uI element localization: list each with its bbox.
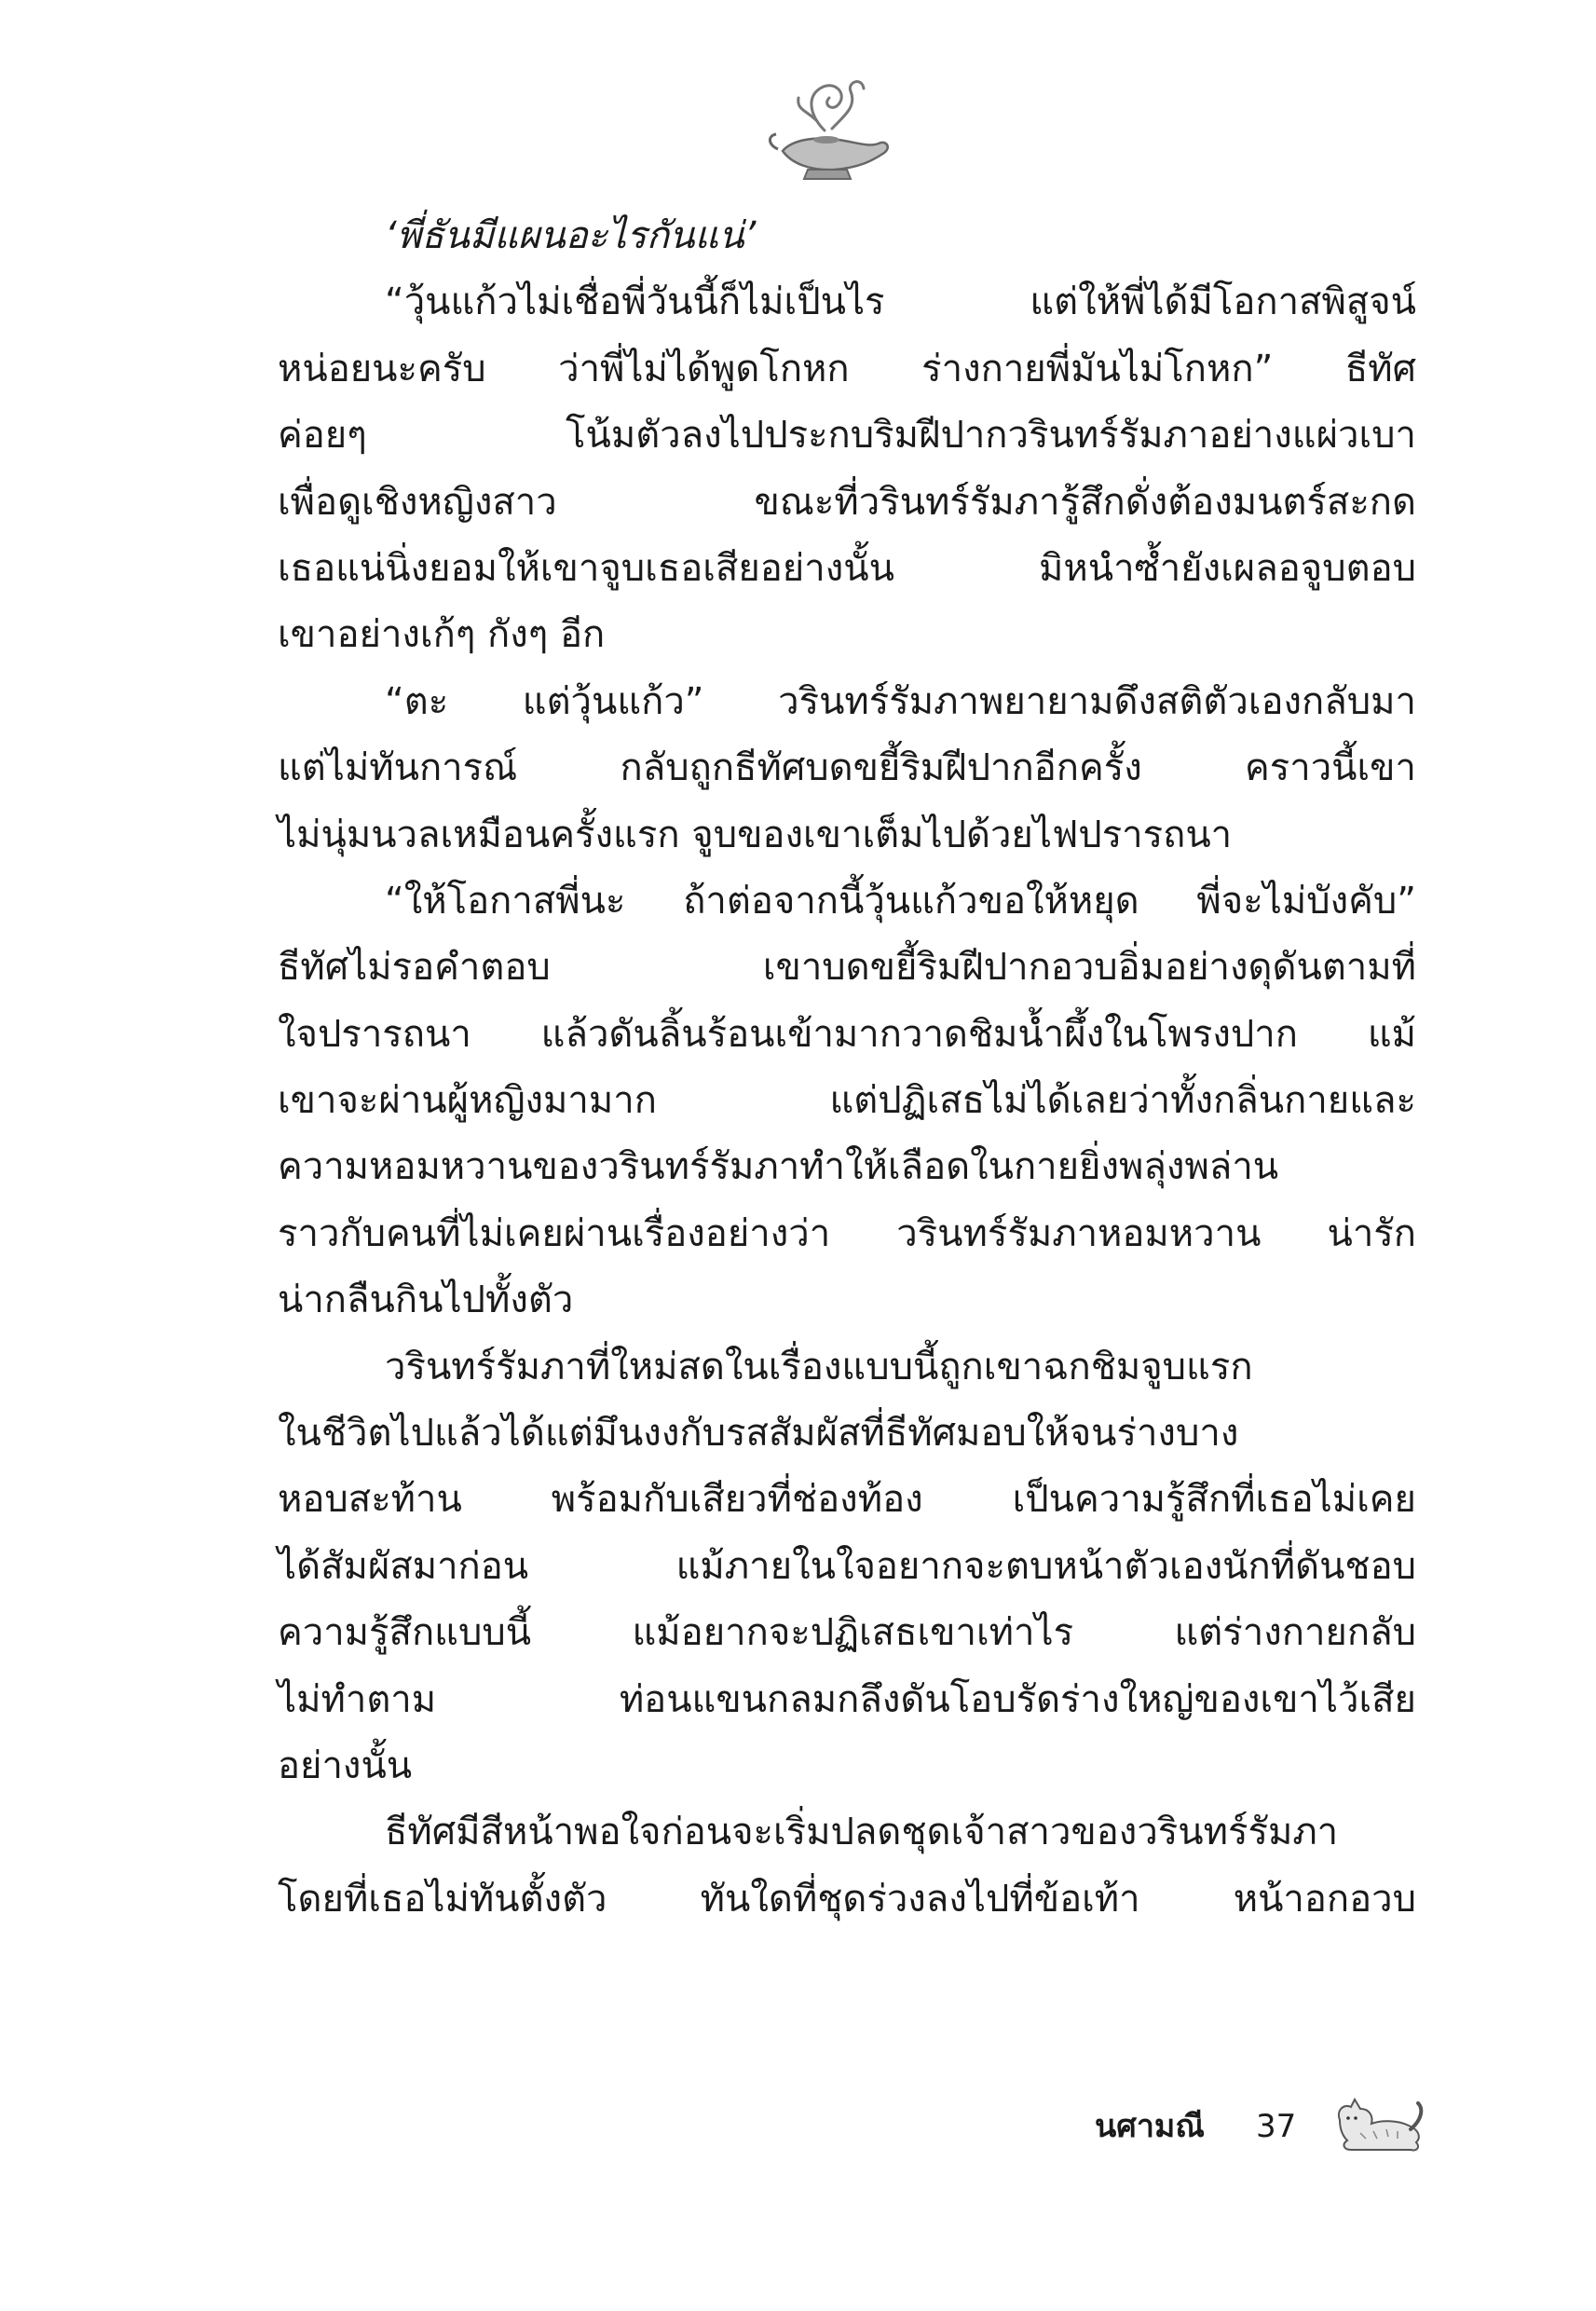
text-line: หอบสะท้าน พร้อมกับเสียวที่ช่องท้อง เป็นความรู้สึกที่เธอไม่เคย [278,1478,1416,1522]
text-line: ไม่ทำตาม ท่อนแขนกลมกลึงดันโอบรัดร่างใหญ่ของเขาไว้เสีย [278,1677,1416,1721]
text-line: อย่างนั้น [278,1744,413,1787]
text-line: ความรู้สึกแบบนี้ แม้อยากจะปฏิเสธเขาเท่าไร แต่ร่างกายกลับ [278,1611,1416,1655]
text-line: ได้สัมผัสมาก่อน แม้ภายในใจอยากจะตบหน้าตัวเองนักที่ดันชอบ [278,1544,1416,1588]
page-number: 37 [1256,2108,1297,2145]
text-line: น่ากลืนกินไปทั้งตัว [278,1279,574,1322]
text-line: ธีทัศไม่รอคำตอบ เขาบดขยี้ริมฝีปากอวบอิ่มอย่างดุดันตามที่ [278,946,1416,990]
magic-lamp-icon [759,65,899,186]
text-line: เขาอย่างเก้ๆ กังๆ อีก [278,613,606,657]
text-line: ธีทัศมีสีหน้าพอใจก่อนจะเริ่มปลดชุดเจ้าสาวของวรินทร์รัมภา [385,1811,1339,1854]
text-line: หน่อยนะครับ ว่าพี่ไม่ได้พูดโกหก ร่างกายพี่มันไม่โกหก” ธีทัศ [278,347,1416,390]
text-line: “ให้โอกาสพี่นะ ถ้าต่อจากนี้วุ้นแก้วขอให้หยุด พี่จะไม่บังคับ” [385,879,1416,923]
text-line: เธอแน่นิ่งยอมให้เขาจูบเธอเสียอย่างนั้น มิหนำซ้ำยังเผลอจูบตอบ [278,546,1416,590]
text-line: โดยที่เธอไม่ทันตั้งตัว ทันใดที่ชุดร่วงลงไปที่ข้อเท้า หน้าอกอวบ [278,1877,1416,1921]
book-title: นศามณี [1095,2108,1205,2145]
text-line: ค่อยๆ โน้มตัวลงไปประกบริมฝีปากวรินทร์รัมภาอย่างแผ่วเบา [278,414,1416,458]
text-line: ‘พี่ธันมีแผนอะไรกันแน่’ [385,214,757,257]
text-line: ความหอมหวานของวรินทร์รัมภาทำให้เลือดในกายยิ่งพลุ่งพล่าน [278,1145,1279,1189]
text-line: ราวกับคนที่ไม่เคยผ่านเรื่องอย่างว่า วรินทร์รัมภาหอมหวาน น่ารัก [278,1211,1416,1255]
text-line: ในชีวิตไปแล้วได้แต่มึนงงกับรสสัมผัสที่ธีทัศมอบให้จนร่างบาง [278,1412,1239,1456]
text-line: วรินทร์รัมภาที่ใหม่สดในเรื่องแบบนี้ถูกเขาฉกชิมจูบแรก [385,1345,1253,1388]
text-line: “วุ้นแก้วไม่เชื่อพี่วันนี้ก็ไม่เป็นไร แต่ให้พี่ได้มีโอกาสพิสูจน์ [385,280,1416,324]
text-line: ใจปรารถนา แล้วดันลิ้นร้อนเข้ามากวาดชิมน้ำผึ้งในโพรงปาก แม้ [278,1012,1416,1056]
text-line: เพื่อดูเชิงหญิงสาว ขณะที่วรินทร์รัมภารู้สึกดั่งต้องมนตร์สะกด [278,480,1416,524]
body-text [278,203,1416,1933]
text-line: แต่ไม่ทันการณ์ กลับถูกธีทัศบดขยี้ริมฝีปากอีกครั้ง คราวนี้เขา [278,746,1416,790]
text-line: “ตะ แต่วุ้นแก้ว” วรินทร์รัมภาพยายามดึงสติตัวเองกลับมา [385,679,1416,723]
cat-icon [1332,2092,1425,2157]
text-line: เขาจะผ่านผู้หญิงมามาก แต่ปฏิเสธไม่ได้เลยว่าทั้งกลิ่นกายและ [278,1079,1416,1123]
text-line: ไม่นุ่มนวลเหมือนครั้งแรก จูบของเขาเต็มไปด้วยไฟปรารถนา [278,813,1233,856]
